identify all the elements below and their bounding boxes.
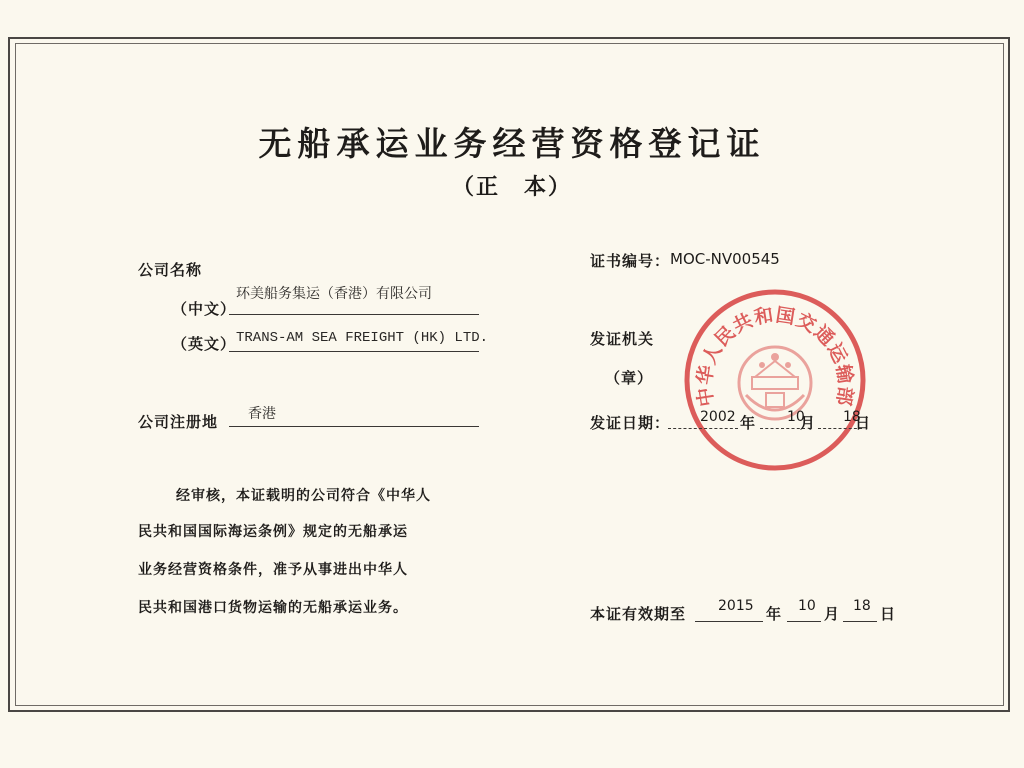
valid-year-value: 2015 bbox=[718, 598, 754, 614]
valid-year-underline bbox=[695, 621, 763, 622]
issue-month-underline bbox=[760, 428, 805, 429]
company-en-underline bbox=[229, 351, 479, 352]
seal-label: （章） bbox=[605, 369, 654, 387]
valid-month-value: 10 bbox=[798, 598, 816, 614]
issue-day-char: 日 bbox=[855, 414, 872, 432]
issue-year-char: 年 bbox=[740, 414, 757, 432]
issue-year-underline bbox=[668, 428, 738, 429]
company-reg-label: 公司注册地 bbox=[138, 413, 219, 431]
issue-year-value: 2002 bbox=[700, 409, 736, 425]
official-seal bbox=[680, 285, 870, 475]
company-cn-label: （中文） bbox=[172, 300, 237, 318]
valid-until-label: 本证有效期至 bbox=[590, 605, 687, 623]
company-en-value: TRANS-AM SEA FREIGHT (HK) LTD. bbox=[236, 330, 489, 346]
company-cn-underline bbox=[229, 314, 479, 315]
company-en-label: （英文） bbox=[172, 335, 237, 353]
certificate-subtitle: （正 本） bbox=[451, 174, 572, 200]
issue-date-label: 发证日期： bbox=[590, 414, 671, 432]
cert-no-value: MOC-NV00545 bbox=[670, 250, 780, 268]
body-line-1: 经审核，本证载明的公司符合《中华人 bbox=[176, 488, 431, 504]
body-line-2: 民共和国国际海运条例》规定的无船承运 bbox=[138, 524, 408, 540]
issue-month-char: 月 bbox=[800, 414, 817, 432]
seal-text: 中华人民共和国交通运输部 bbox=[693, 304, 857, 409]
cert-no-label: 证书编号： bbox=[590, 252, 671, 270]
valid-year-char: 年 bbox=[766, 605, 783, 623]
valid-month-underline bbox=[787, 621, 821, 622]
issue-month-value: 10 bbox=[787, 409, 805, 425]
company-reg-value: 香港 bbox=[248, 406, 276, 422]
valid-month-char: 月 bbox=[824, 605, 841, 623]
company-cn-value: 环美船务集运（香港）有限公司 bbox=[236, 286, 432, 302]
body-line-3: 业务经营资格条件，准予从事进出中华人 bbox=[138, 562, 408, 578]
issue-day-value: 18 bbox=[843, 409, 861, 425]
valid-day-value: 18 bbox=[853, 598, 871, 614]
company-reg-underline bbox=[229, 426, 479, 427]
certificate-title: 无船承运业务经营资格登记证 bbox=[258, 124, 766, 163]
authority-label: 发证机关 bbox=[590, 330, 655, 348]
valid-day-char: 日 bbox=[880, 605, 897, 623]
company-name-label: 公司名称 bbox=[138, 261, 203, 279]
body-line-4: 民共和国港口货物运输的无船承运业务。 bbox=[138, 600, 408, 616]
valid-day-underline bbox=[843, 621, 877, 622]
